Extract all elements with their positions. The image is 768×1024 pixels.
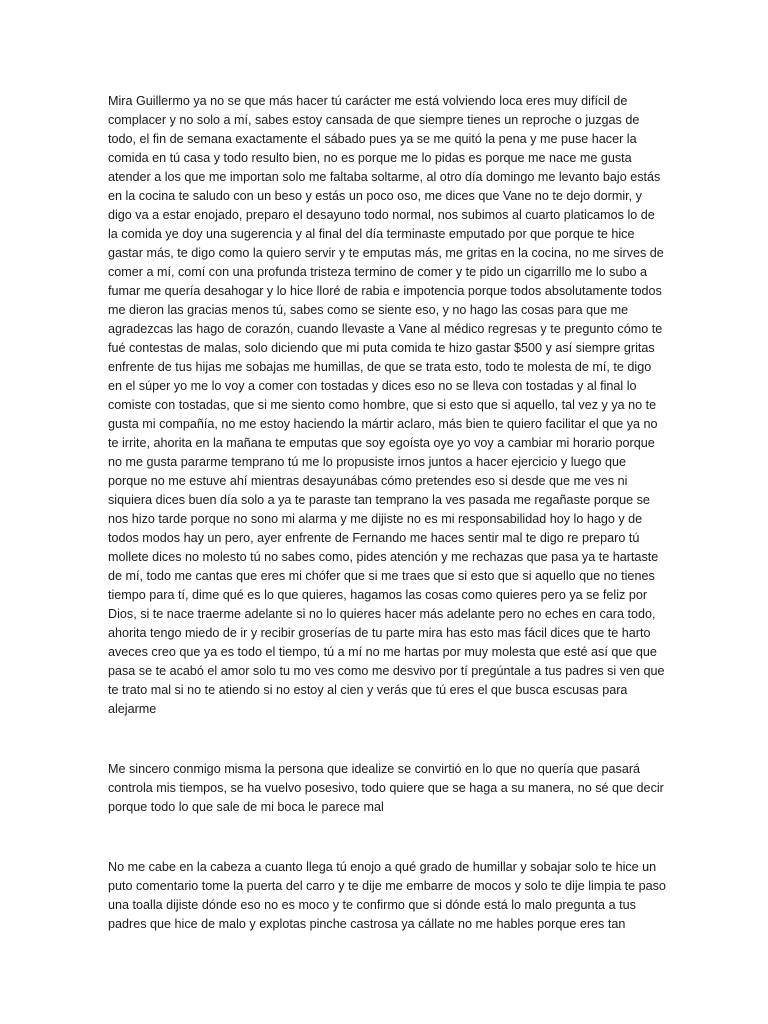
paragraph-3: No me cabe en la cabeza a cuanto llega tú enojo a qué grado de humillar y sobajar solo te hice un puto comentario tome la puerta del carro y te dije me embarre de mocos y solo te dije limpia te paso una toalla dijiste dónde eso no es moco y te confirmo que si dónde está lo malo pregunta a tus padres que hice de malo y explotas pinche castrosa ya cállate no me hables porque eres tan: [108, 860, 666, 931]
paragraph-1: Mira Guillermo ya no se que más hacer tú carácter me está volviendo loca eres muy difícil de complacer y no solo a mí, sabes estoy cansada de que siempre tienes un reproche o juzgas de todo, el fin de semana exactamente el sábado pues ya se me quitó la pena y me puse hacer la comida en tú casa y todo resulto bien, no es porque me lo pidas es porque me nace me gusta atender a los que me importan solo me faltaba soltarme, al otro día domingo me levanto bajo estás en la cocina te saludo con un beso y estás un poco oso, me dices que Vane no te dejo dormir, y digo va a estar enojado, preparo el desayuno todo normal, nos subimos al cuarto platicamos lo de la comida ye doy una sugerencia y al final del día terminaste emputado por que porque te hice gastar más, te digo como la quiero servir y te emputas más, me gritas en la cocina, no me sirves de comer a mí, comí con una profunda tristeza termino de comer y te pido un cigarrillo me lo subo a fumar me quería desahogar y lo hice lloré de rabia e impotencia porque todos absolutamente todos me dieron las gracias menos tú, sabes como se siente eso, y no hago las cosas para que me agradezcas las hago de corazón, cuando llevaste a Vane al médico regresas y te pregunto cómo te fué contestas de malas, solo diciendo que mi puta comida te hizo gastar $500 y así siempre gritas enfrente de tus hijas me sobajas me humillas, de que se trata esto, todo te molesta de mí, te digo en el súper yo me lo voy a comer con tostadas y dices eso no se lleva con tostadas y al final lo comiste con tostadas, que si me siento como hombre, que si esto que si aquello, tal vez y ya no te gusta mi compañía, no me estoy haciendo la mártir aclaro, más bien te quiero facilitar el que ya no te irrite, ahorita en la mañana te emputas que soy egoísta oye yo voy a cambiar mi horario porque no me gusta pararme temprano tú me lo propusiste irnos juntos a hacer ejercicio y luego que porque no me estuve ahí mientras desayunábas cómo pretendes eso si desde que me ves ni siquiera dices buen día solo a ya te paraste tan temprano la ves pasada me regañaste porque se nos hizo tarde porque no sono mi alarma y me dijiste no es mi responsabilidad hoy lo hago y de todos modos hay un pero, ayer enfrente de Fernando me haces sentir mal te digo re preparo tú mollete dices no molesto tú no sabes como, pides atención y me rechazas que pasa ya te hartaste de mí, todo me cantas que eres mi chófer que si me traes que si esto que si aquello que no tienes tiempo para tí, dime qué es lo que quieres, hagamos las cosas como quieres pero ya se feliz por Dios, si te nace traerme adelante si no lo quieres hacer más adelante pero no eches en cara todo, ahorita tengo miedo de ir y recibir groserías de tu parte mira has esto mas fácil dices que te harto aveces creo que ya es todo el tiempo, tú a mí no me hartas por muy molesta que esté así que que pasa se te acabó el amor solo tu mo ves como me desvivo por tí pregúntale a tus padres si ven que te trato mal si no te atiendo si no estoy al cien y verás que tú eres el que busca escusas para alejarme: [108, 94, 665, 716]
paragraph-2: Me sincero conmigo misma la persona que idealize se convirtió en lo que no quería que pasará controla mis tiempos, se ha vuelvo posesivo, todo quiere que se haga a su manera, no sé que decir porque todo lo que sale de mi boca le parece mal: [108, 762, 664, 814]
